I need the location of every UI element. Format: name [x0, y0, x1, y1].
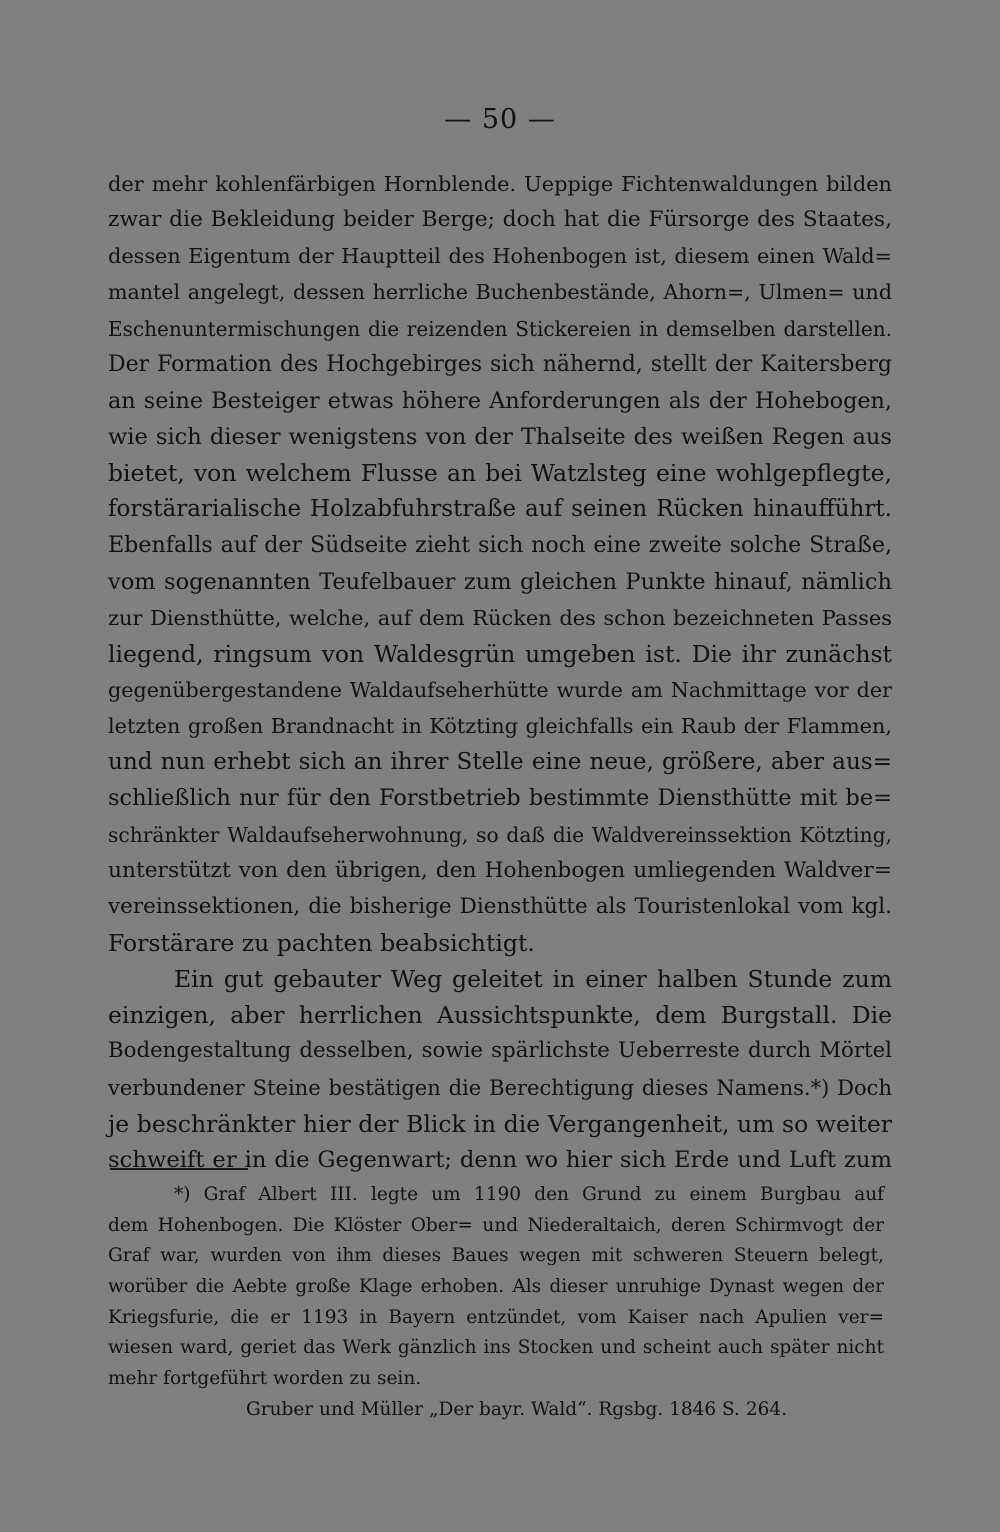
text-line: je beschränkter hier der Blick in die Vergangenheit, um so weiter: [108, 1109, 892, 1138]
text-line: bietet, von welchem Flusse an bei Watzlsteg eine wohlgepflegte,: [108, 459, 892, 488]
footnote-line: wiesen ward, geriet das Werk gänzlich ins Stocken und scheint auch später nicht: [108, 1337, 884, 1359]
text-line: Eschenuntermischungen die reizenden Stickereien in demselben darstellen.: [108, 316, 892, 341]
text-line: zur Diensthütte, welche, auf dem Rücken des schon bezeichneten Passes: [108, 605, 892, 630]
text-line: dessen Eigentum der Hauptteil des Hohenbogen ist, diesem einen Wald=: [108, 244, 892, 269]
text-line: schweift er in die Gegenwart; denn wo hier sich Erde und Luft zum: [108, 1146, 892, 1173]
text-line: mantel angelegt, dessen herrliche Buchenbestände, Ahorn=, Ulmen= und: [108, 280, 892, 305]
footnote-line: Kriegsfurie, die er 1193 in Bayern entzündet, vom Kaiser nach Apulien ver=: [108, 1306, 884, 1328]
footnote-line: *) Graf Albert III. legte um 1190 den Grund zu einem Burgbau auf: [174, 1184, 884, 1205]
body-text: [108, 166, 892, 1178]
text-line: liegend, ringsum von Waldesgrün umgeben ist. Die ihr zunächst: [108, 639, 892, 668]
text-line: gegenübergestandene Waldaufseherhütte wurde am Nachmittage vor der: [108, 677, 892, 702]
footnote-line: Graf war, wurden von ihm dieses Baues wegen mit schweren Steuern belegt,: [108, 1245, 884, 1267]
text-line: unterstützt von den übrigen, den Hohenbogen umliegenden Waldver=: [108, 857, 892, 883]
paragraph-end-line: Forstärare zu pachten beabsichtigt.: [108, 928, 535, 957]
footnote-source: Gruber und Müller „Der bayr. Wald“. Rgsbg. 1846 S. 264.: [246, 1398, 788, 1420]
footnote-line: dem Hohenbogen. Die Klöster Ober= und Niederaltaich, deren Schirmvogt der: [108, 1214, 884, 1236]
text-line: schließlich nur für den Forstbetrieb bestimmte Diensthütte mit be=: [108, 785, 892, 812]
text-line: schränkter Waldaufseherwohnung, so daß die Waldvereinssektion Kötzting,: [108, 822, 892, 847]
text-line: vom sogenannten Teufelbauer zum gleichen Punkte hinauf, nämlich: [108, 568, 892, 595]
text-line: einzigen, aber herrlichen Aussichtspunkte, dem Burgstall. Die: [108, 1001, 892, 1030]
text-line: wie sich dieser wenigstens von der Thalseite des weißen Regen aus: [108, 423, 892, 450]
text-line: Der Formation des Hochgebirges sich nähernd, stellt der Kaitersberg: [108, 351, 892, 377]
text-line: verbundener Steine bestätigen die Berechtigung dieses Namens.*) Doch: [108, 1074, 892, 1100]
text-line: an seine Besteiger etwas höhere Anforderungen als der Hohebogen,: [108, 387, 892, 414]
text-line: zwar die Bekleidung beider Berge; doch hat die Fürsorge des Staates,: [108, 207, 892, 233]
footnote-separator: [110, 1168, 248, 1170]
text-line: forstärarialische Holzabfuhrstraße auf seinen Rücken hinaufführt.: [108, 496, 892, 523]
footnote-line: worüber die Aebte große Klage erhoben. Als dieser unruhige Dynast wegen der: [108, 1276, 884, 1298]
text-line: Ebenfalls auf der Südseite zieht sich noch eine zweite solche Straße,: [108, 532, 892, 559]
footnote-block: [108, 1180, 884, 1426]
footnote-line: mehr fortgeführt worden zu sein.: [108, 1368, 422, 1390]
text-line: und nun erhebt sich an ihrer Stelle eine neue, größere, aber aus=: [108, 749, 892, 776]
page-number: — 50 —: [444, 104, 556, 135]
text-line: Bodengestaltung desselben, sowie spärlichste Ueberreste durch Mörtel: [108, 1038, 892, 1064]
paragraph-start-line: Ein gut gebauter Weg geleitet in einer halben Stunde zum: [174, 965, 892, 994]
text-line: der mehr kohlenfärbigen Hornblende. Ueppige Fichtenwaldungen bilden: [108, 172, 892, 196]
text-line: letzten großen Brandnacht in Kötzting gleichfalls ein Raub der Flammen,: [108, 714, 892, 739]
text-line: vereinssektionen, die bisherige Diensthütte als Touristenlokal vom kgl.: [108, 893, 892, 919]
